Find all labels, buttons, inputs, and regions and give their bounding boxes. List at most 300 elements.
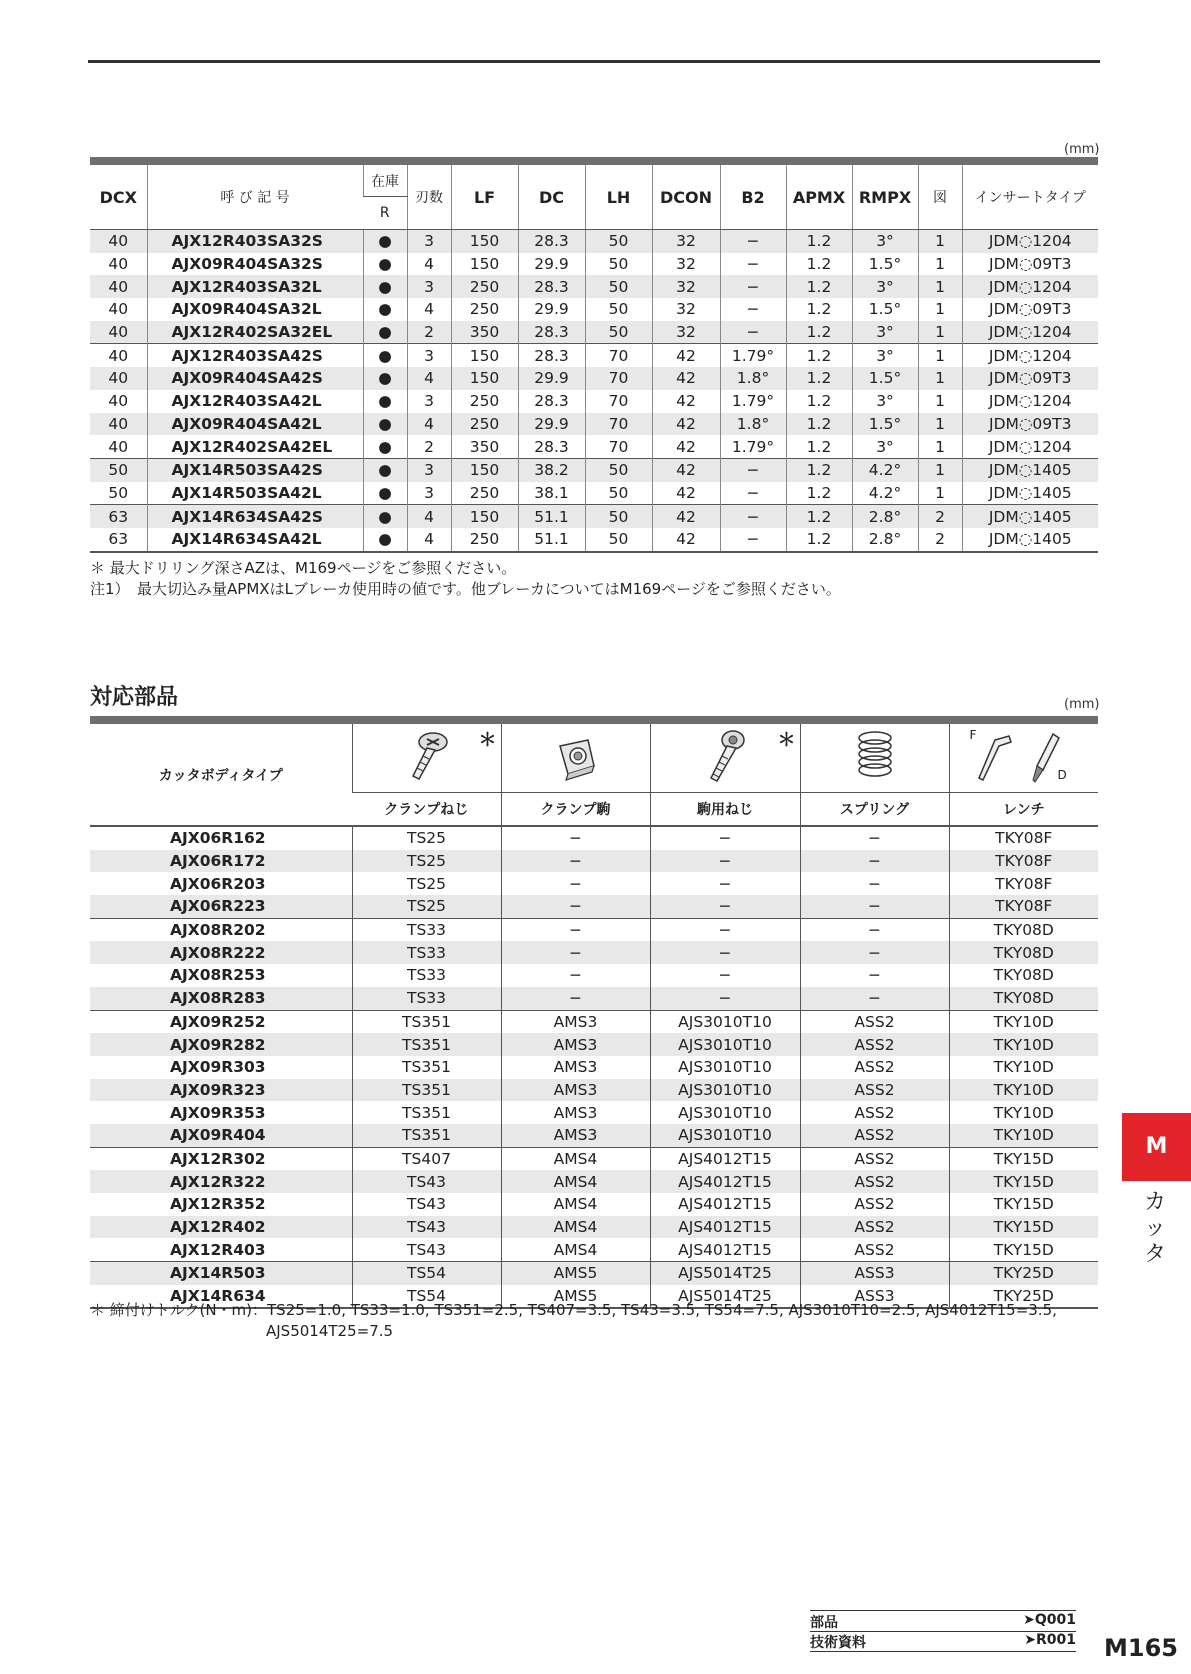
table-cell: 150 <box>451 344 518 367</box>
product-code-cell: AJX09R404SA42L <box>147 413 363 436</box>
header-apmx: APMX <box>786 161 852 230</box>
spring-image <box>800 720 949 793</box>
table-cell: 40 <box>108 392 129 411</box>
table-cell: 3 <box>407 390 451 413</box>
table-row <box>90 528 1098 552</box>
table-cell: 28.3 <box>518 230 585 253</box>
part-cell: − <box>501 964 650 987</box>
part-cell: TKY10D <box>949 1033 1098 1056</box>
section-tab-label <box>1140 1190 1170 1268</box>
table-cell: JDM◌1204 <box>962 435 1098 458</box>
table-cell: ● <box>363 458 407 481</box>
part-cell: TS43 <box>352 1216 501 1239</box>
part-cell: AMS5 <box>501 1262 650 1285</box>
table-cell: 1.2 <box>786 253 852 276</box>
table-cell: 32 <box>652 230 720 253</box>
part-cell: TS25 <box>352 850 501 873</box>
footer-link-parts-label: 部品 <box>810 1615 838 1631</box>
part-cell: AMS4 <box>501 1193 650 1216</box>
table-row <box>90 458 1098 481</box>
table-cell: 40 <box>90 367 147 390</box>
table-cell: 28.3 <box>518 275 585 298</box>
table-row <box>90 298 1098 321</box>
table-cell: 1.79° <box>720 344 786 367</box>
part-cell: − <box>650 918 800 941</box>
table-row <box>90 1079 1098 1102</box>
part-cell: − <box>800 872 949 895</box>
table-row <box>90 1170 1098 1193</box>
part-cell: − <box>501 987 650 1010</box>
part-cell: TKY08D <box>949 987 1098 1010</box>
header-teeth: 刃数 <box>407 161 451 230</box>
table-cell: 150 <box>451 367 518 390</box>
part-cell: − <box>501 918 650 941</box>
table-cell: 50 <box>585 321 652 344</box>
part-cell: ASS2 <box>800 1193 949 1216</box>
part-cell: TKY15D <box>949 1193 1098 1216</box>
table-cell: 1.5° <box>852 298 918 321</box>
table-cell: 50 <box>108 483 129 502</box>
footer-link-technical-target[interactable]: ➤R001 <box>1024 1632 1076 1648</box>
table-row <box>90 918 1098 941</box>
table-cell: 3° <box>852 321 918 344</box>
table-cell: 29.9 <box>518 298 585 321</box>
table-cell: 1.8° <box>720 413 786 436</box>
table-cell: ● <box>363 230 407 253</box>
table-cell: 32 <box>652 275 720 298</box>
screw-icon <box>397 726 457 786</box>
table-cell: 1 <box>918 230 962 253</box>
body-type-cell: AJX06R203 <box>170 874 266 893</box>
table-cell: 1.2 <box>786 230 852 253</box>
part-cell: AJS3010T10 <box>650 1124 800 1147</box>
clamp-piece-image <box>501 720 650 793</box>
table-cell: 1.5° <box>852 253 918 276</box>
table-cell: 3° <box>852 344 918 367</box>
body-type-cell: AJX12R322 <box>90 1170 352 1193</box>
product-code-cell: AJX14R503SA42L <box>147 482 363 505</box>
part-cell: TS351 <box>352 1033 501 1056</box>
table-cell: 1.5° <box>852 413 918 436</box>
table-cell: 1 <box>918 390 962 413</box>
table-cell: 1 <box>918 435 962 458</box>
table-cell: 1 <box>918 344 962 367</box>
part-cell: TKY10D <box>949 1101 1098 1124</box>
part-cell: TKY08D <box>949 964 1098 987</box>
part-cell: − <box>800 850 949 873</box>
table-cell: JDM◌09T3 <box>962 413 1098 436</box>
wrench-image <box>949 720 1098 793</box>
part-cell: AJS4012T15 <box>650 1238 800 1261</box>
part-cell: AJS3010T10 <box>650 1010 800 1033</box>
table-cell: JDM◌1405 <box>962 482 1098 505</box>
part-cell: − <box>800 987 949 1010</box>
part-cell: AMS3 <box>501 1079 650 1102</box>
table-cell: 40 <box>90 344 147 367</box>
part-cell: TS54 <box>352 1285 501 1309</box>
table-cell: 42 <box>652 458 720 481</box>
table-cell: 1.8° <box>720 367 786 390</box>
table-cell: 3 <box>407 230 451 253</box>
clamp-screw-star: ＊ <box>478 730 497 751</box>
table-row <box>90 1033 1098 1056</box>
table-cell: − <box>720 253 786 276</box>
part-cell: − <box>800 826 949 850</box>
part-cell: AJS4012T15 <box>650 1193 800 1216</box>
table-cell: 1 <box>918 367 962 390</box>
table-cell: ● <box>363 344 407 367</box>
table-cell: 1.2 <box>786 505 852 528</box>
table-cell: 1 <box>918 275 962 298</box>
table-cell: 70 <box>585 344 652 367</box>
table-cell: 50 <box>585 275 652 298</box>
table-cell: − <box>720 298 786 321</box>
table-cell: 50 <box>585 528 652 552</box>
part-cell: TKY15D <box>949 1147 1098 1170</box>
table-cell: 250 <box>451 275 518 298</box>
table-cell: 42 <box>652 390 720 413</box>
body-type-cell: AJX12R403 <box>170 1240 266 1259</box>
spring-icon <box>845 726 905 786</box>
part-cell: TKY10D <box>949 1010 1098 1033</box>
part-cell: TS351 <box>352 1056 501 1079</box>
body-type-cell: AJX12R352 <box>170 1195 266 1214</box>
table-cell: 150 <box>451 505 518 528</box>
part-cell: ASS2 <box>800 1238 949 1261</box>
part-cell: AMS3 <box>501 1033 650 1056</box>
table-row <box>90 344 1098 367</box>
table-row <box>90 230 1098 253</box>
header-piece-screw: 駒用ねじ <box>650 793 800 827</box>
header-lf: LF <box>451 161 518 230</box>
part-cell: TS33 <box>352 918 501 941</box>
body-type-cell: AJX14R634 <box>90 1285 352 1309</box>
part-cell: TS407 <box>352 1147 501 1170</box>
part-cell: ASS2 <box>800 1010 949 1033</box>
part-cell: AMS3 <box>501 1101 650 1124</box>
header-code: 呼 び 記 号 <box>147 161 363 230</box>
table-cell: 63 <box>90 505 147 528</box>
part-cell: ASS2 <box>800 1170 949 1193</box>
table-cell: 4 <box>407 528 451 552</box>
table-row <box>90 1147 1098 1170</box>
table-cell: 70 <box>585 435 652 458</box>
header-b2: B2 <box>720 161 786 230</box>
table-cell: JDM◌1204 <box>962 390 1098 413</box>
table-cell: 28.3 <box>518 344 585 367</box>
table-cell: 50 <box>585 482 652 505</box>
unit-label: (mm) <box>1064 142 1100 157</box>
header-dcon: DCON <box>652 161 720 230</box>
part-cell: TS43 <box>352 1238 501 1261</box>
table-cell: 4 <box>407 413 451 436</box>
note-apmx: 注1） 最大切込み量APMXはLブレーカ使用時の値です。他ブレーカについてはM169ページをご参照ください。 <box>90 580 841 598</box>
part-cell: AJS4012T15 <box>650 1216 800 1239</box>
part-cell: ASS2 <box>800 1101 949 1124</box>
table-row <box>90 505 1098 528</box>
part-cell: TKY25D <box>949 1262 1098 1285</box>
table-cell: 40 <box>90 413 147 436</box>
table-row <box>90 987 1098 1010</box>
footer-link-parts[interactable] <box>810 1610 1076 1632</box>
part-cell: − <box>650 872 800 895</box>
cutter-spec-table <box>90 157 1098 553</box>
part-cell: − <box>501 826 650 850</box>
table-cell: 42 <box>652 435 720 458</box>
part-cell: − <box>501 941 650 964</box>
table-cell: ● <box>363 298 407 321</box>
table-cell: JDM◌1204 <box>962 275 1098 298</box>
table-cell: JDM◌1204 <box>962 344 1098 367</box>
table-cell: 3° <box>852 435 918 458</box>
header-dcx: DCX <box>90 161 147 230</box>
part-cell: − <box>501 872 650 895</box>
header-lh: LH <box>585 161 652 230</box>
table-row <box>90 275 1098 298</box>
part-cell: AJS3010T10 <box>650 1079 800 1102</box>
part-cell: AJS3010T10 <box>650 1101 800 1124</box>
piece-screw-image <box>650 720 800 793</box>
part-cell: AMS3 <box>501 1010 650 1033</box>
table-cell: 250 <box>451 528 518 552</box>
table-row <box>90 435 1098 458</box>
part-cell: TS33 <box>352 941 501 964</box>
table-row <box>90 482 1098 505</box>
table-cell: − <box>720 482 786 505</box>
table-cell: 3° <box>852 230 918 253</box>
table-row <box>90 413 1098 436</box>
body-type-cell: AJX08R222 <box>90 941 352 964</box>
product-code-cell: AJX12R402SA42EL <box>147 435 363 458</box>
part-cell: − <box>501 895 650 918</box>
body-type-cell: AJX06R162 <box>90 826 352 850</box>
table-cell: 63 <box>90 528 147 552</box>
part-cell: TKY08F <box>949 826 1098 850</box>
table-cell: 42 <box>652 505 720 528</box>
table-cell: 1.2 <box>786 367 852 390</box>
table-cell: 3° <box>852 390 918 413</box>
table-cell: 150 <box>451 253 518 276</box>
table-cell: JDM◌09T3 <box>962 253 1098 276</box>
part-cell: AMS5 <box>501 1285 650 1309</box>
part-cell: AMS3 <box>501 1056 650 1079</box>
table-cell: JDM◌1204 <box>962 230 1098 253</box>
table-cell: 40 <box>90 230 147 253</box>
header-clamp-screw: クランプねじ <box>384 802 469 818</box>
part-cell: AMS3 <box>501 1124 650 1147</box>
table-cell: 38.2 <box>518 458 585 481</box>
part-cell: AMS4 <box>501 1216 650 1239</box>
part-cell: TS25 <box>352 826 501 850</box>
body-type-cell: AJX09R353 <box>170 1103 266 1122</box>
table-cell: 1.2 <box>786 298 852 321</box>
table-cell: 50 <box>90 458 147 481</box>
header-body-type: カッタボディタイプ <box>158 767 283 784</box>
part-cell: AJS4012T15 <box>650 1170 800 1193</box>
body-type-cell: AJX08R283 <box>90 987 352 1010</box>
table-cell: 350 <box>451 435 518 458</box>
table-cell: 4 <box>407 505 451 528</box>
table-cell: 250 <box>451 413 518 436</box>
body-type-cell: AJX06R172 <box>90 850 352 873</box>
part-cell: − <box>650 850 800 873</box>
part-cell: AJS5014T25 <box>650 1262 800 1285</box>
body-type-cell: AJX09R282 <box>90 1033 352 1056</box>
section-tab-m[interactable]: M <box>1122 1113 1191 1181</box>
part-cell: − <box>650 987 800 1010</box>
part-cell: ASS2 <box>800 1216 949 1239</box>
product-code-cell: AJX14R503SA42S <box>147 458 363 481</box>
table-cell: 2.8° <box>852 528 918 552</box>
table-cell: 1.2 <box>786 482 852 505</box>
part-cell: AMS4 <box>501 1238 650 1261</box>
table-cell: 1.2 <box>786 528 852 552</box>
table-cell: ● <box>363 505 407 528</box>
table-cell: 29.9 <box>518 367 585 390</box>
body-type-cell: AJX14R503 <box>90 1262 352 1285</box>
table-cell: 4 <box>407 367 451 390</box>
table-cell: 1.2 <box>786 390 852 413</box>
table-cell: 32 <box>652 321 720 344</box>
product-code-cell: AJX09R404SA32L <box>147 298 363 321</box>
table-cell: 3° <box>852 275 918 298</box>
part-cell: TKY10D <box>949 1124 1098 1147</box>
table-cell: − <box>720 230 786 253</box>
section-tab-char-3: タ <box>1143 1242 1166 1267</box>
part-cell: TKY08F <box>949 850 1098 873</box>
part-cell: TS25 <box>352 895 501 918</box>
part-cell: − <box>800 964 949 987</box>
table-row <box>90 826 1098 850</box>
table-cell: JDM◌09T3 <box>962 298 1098 321</box>
table-cell: 70 <box>585 367 652 390</box>
table-cell: 2 <box>918 505 962 528</box>
table-cell: ● <box>363 275 407 298</box>
wrench-d-label: D <box>1057 768 1067 782</box>
product-code-cell: AJX14R634SA42L <box>147 528 363 552</box>
part-cell: TS43 <box>352 1193 501 1216</box>
table-row <box>90 1216 1098 1239</box>
part-cell: TKY08D <box>949 918 1098 941</box>
table-cell: 70 <box>585 390 652 413</box>
part-cell: TS33 <box>352 987 501 1010</box>
table-cell: ● <box>363 321 407 344</box>
footer-link-parts-target[interactable]: ➤Q001 <box>1023 1612 1076 1628</box>
table-cell: 1.2 <box>786 344 852 367</box>
part-cell: ASS2 <box>800 1056 949 1079</box>
part-cell: ASS2 <box>800 1079 949 1102</box>
part-cell: − <box>800 941 949 964</box>
table-cell: 4 <box>407 298 451 321</box>
table-cell: 1 <box>918 482 962 505</box>
header-clamp-piece: クランプ駒 <box>501 793 650 827</box>
section-tab-char-1: カ <box>1143 1190 1166 1215</box>
header-insert: インサートタイプ <box>962 161 1098 230</box>
page-number: M165 <box>1104 1634 1178 1662</box>
table-cell: 3 <box>407 458 451 481</box>
parts-section-title: 対応部品 <box>90 685 179 710</box>
part-cell: TKY08F <box>949 872 1098 895</box>
product-code-cell: AJX09R404SA42S <box>147 367 363 390</box>
header-fig: 図 <box>918 161 962 230</box>
part-cell: − <box>501 850 650 873</box>
part-cell: TKY15D <box>949 1170 1098 1193</box>
part-cell: AJS4012T15 <box>650 1147 800 1170</box>
part-cell: TKY25D <box>949 1285 1098 1309</box>
body-type-cell: AJX09R252 <box>90 1010 352 1033</box>
table-cell: 51.1 <box>518 505 585 528</box>
part-cell: TS43 <box>352 1170 501 1193</box>
table-cell: JDM◌1405 <box>962 458 1098 481</box>
product-code-cell: AJX09R404SA32S <box>147 253 363 276</box>
table-cell: 1.79° <box>720 390 786 413</box>
table-row <box>90 253 1098 276</box>
part-cell: − <box>650 941 800 964</box>
body-type-cell: AJX09R323 <box>90 1079 352 1102</box>
part-cell: TS351 <box>352 1124 501 1147</box>
table-cell: − <box>720 275 786 298</box>
table-row <box>90 850 1098 873</box>
table-cell: 32 <box>652 253 720 276</box>
table-cell: 28.3 <box>518 435 585 458</box>
piece-screw-star: ＊ <box>777 730 796 751</box>
table-cell: 4.2° <box>852 458 918 481</box>
table-cell: ● <box>363 390 407 413</box>
table-cell: 42 <box>652 482 720 505</box>
table-cell: 3 <box>407 275 451 298</box>
product-code-cell: AJX14R634SA42S <box>147 505 363 528</box>
part-cell: AMS4 <box>501 1147 650 1170</box>
table-cell: ● <box>363 435 407 458</box>
table-cell: 40 <box>108 255 129 274</box>
table-row <box>90 1262 1098 1285</box>
part-cell: TKY10D <box>949 1079 1098 1102</box>
part-cell: TS351 <box>352 1101 501 1124</box>
table-cell: − <box>720 505 786 528</box>
table-cell: 40 <box>90 321 147 344</box>
parts-table <box>90 716 1098 1309</box>
part-cell: AJS3010T10 <box>650 1033 800 1056</box>
footer-link-technical-label: 技術資料 <box>810 1635 866 1651</box>
table-cell: JDM◌1405 <box>962 505 1098 528</box>
table-cell: ● <box>363 413 407 436</box>
table-cell: 42 <box>652 344 720 367</box>
product-code-cell: AJX12R402SA32EL <box>147 321 363 344</box>
body-type-cell: AJX09R404 <box>90 1124 352 1147</box>
table-cell: ● <box>363 528 407 552</box>
part-cell: TS54 <box>352 1262 501 1285</box>
part-cell: ASS2 <box>800 1033 949 1056</box>
table-cell: 1 <box>918 298 962 321</box>
table-cell: 150 <box>451 458 518 481</box>
part-cell: AMS4 <box>501 1170 650 1193</box>
table-row <box>90 872 1098 895</box>
table-cell: 50 <box>585 230 652 253</box>
part-cell: TKY15D <box>949 1238 1098 1261</box>
table-cell: JDM◌1204 <box>962 321 1098 344</box>
footer-link-technical[interactable] <box>810 1631 1076 1652</box>
product-code-cell: AJX12R403SA42S <box>147 344 363 367</box>
part-cell: TKY15D <box>949 1216 1098 1239</box>
product-code-cell: AJX12R403SA32S <box>147 230 363 253</box>
part-cell: ASS3 <box>800 1285 949 1309</box>
table-row <box>90 895 1098 918</box>
table-cell: 50 <box>585 298 652 321</box>
body-type-cell: AJX12R402 <box>90 1216 352 1239</box>
part-cell: TKY10D <box>949 1056 1098 1079</box>
table-cell: 29.9 <box>518 253 585 276</box>
header-wrench: レンチ <box>949 793 1098 827</box>
